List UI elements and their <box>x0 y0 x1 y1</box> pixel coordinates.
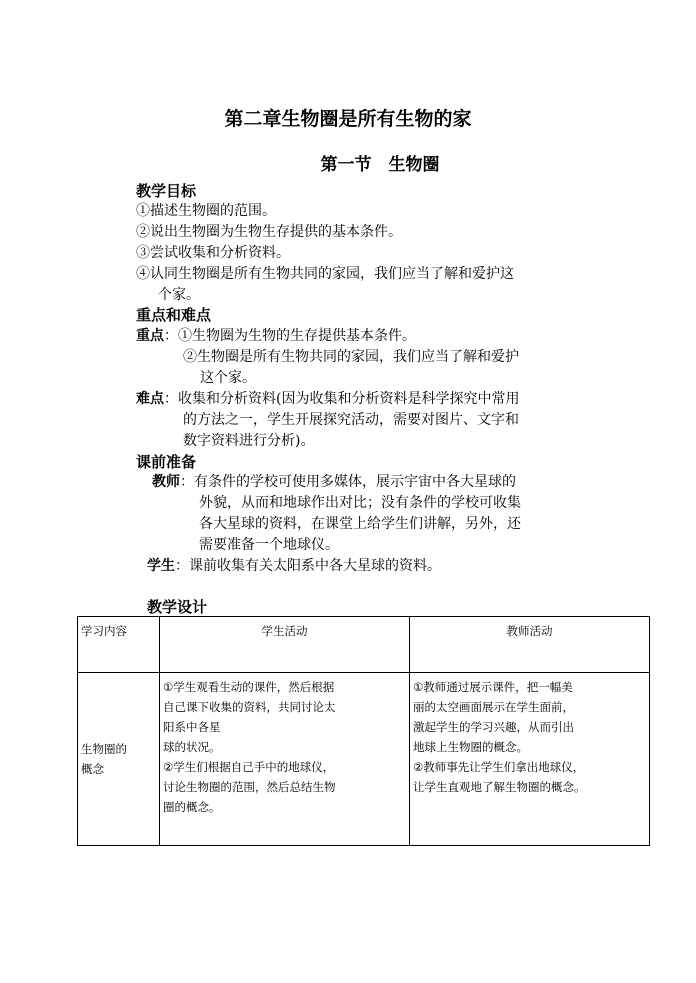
key-point-line-1: 重点：①生物圈为生物的生存提供基本条件。 <box>136 328 416 344</box>
table-row <box>78 673 650 846</box>
keypoints-heading: 重点和难点 <box>136 306 212 324</box>
goal-item-3: ③尝试收集和分析资料。 <box>136 245 290 261</box>
teacher-prep-line-4: 需要准备一个地球仪。 <box>199 537 339 553</box>
header-student-activity: 学生活动 <box>160 617 410 673</box>
prep-heading: 课前准备 <box>136 453 197 471</box>
key-point-line-2: ②生物圈是所有生物共同的家园，我们应当了解和爱护 <box>183 349 519 365</box>
design-heading: 教学设计 <box>147 598 208 616</box>
table-header-row <box>78 617 650 673</box>
difficulty-line-1: 难点：收集和分析资料(因为收集和分析资料是科学探究中常用 <box>136 391 520 407</box>
student-prep-line: 学生：课前收集有关太阳系中各大星球的资料。 <box>147 558 441 574</box>
goal-item-2: ②说出生物圈为生物生存提供的基本条件。 <box>136 224 402 240</box>
key-point-label: 重点 <box>136 328 164 344</box>
goals-heading: 教学目标 <box>136 182 197 200</box>
teacher-prep-line-2: 外貌，从而和地球作出对比；没有条件的学校可收集 <box>199 495 521 511</box>
teacher-prep-line-1: 教师：有条件的学校可使用多媒体，展示宇宙中各大星球的 <box>152 474 516 490</box>
student-label: 学生 <box>147 558 175 574</box>
goal-item-4-cont: 个家。 <box>158 287 200 303</box>
row-topic: 生物圈的 概念 <box>78 673 160 846</box>
section-title: 第一节 生物圈 <box>320 155 440 175</box>
teaching-design-table <box>77 616 650 846</box>
header-teacher-activity: 教师活动 <box>410 617 650 673</box>
document-title: 第二章生物圈是所有生物的家 <box>224 108 472 130</box>
goal-item-4: ④认同生物圈是所有生物共同的家园，我们应当了解和爱护这 <box>136 266 514 282</box>
key-point-line-3: 这个家。 <box>200 370 256 386</box>
goal-item-1: ①描述生物圈的范围。 <box>136 203 276 219</box>
teacher-label: 教师 <box>152 474 180 490</box>
difficulty-line-2: 的方法之一，学生开展探究活动，需要对图片、文字和 <box>183 412 519 428</box>
difficulty-label: 难点 <box>136 391 164 407</box>
student-activity-cell: ①学生观看生动的课件，然后根据 自己课下收集的资料，共同讨论太 阳系中各星 球的状况。 ②学生们根据自己手中的地球仪， 讨论生物圈的范围，然后总结生物 圈的概念。 <box>160 673 410 846</box>
header-content: 学习内容 <box>78 617 160 673</box>
teacher-prep-line-3: 各大星球的资料，在课堂上给学生们讲解，另外，还 <box>199 516 521 532</box>
teacher-activity-cell: ①教师通过展示课件，把一幅美 丽的太空画面展示在学生面前， 激起学生的学习兴趣，从而引出 地球上生物圈的概念。 ②教师事先让学生们拿出地球仪， 让学生直观地了解生物圈的概念。 <box>410 673 650 846</box>
difficulty-line-3: 数字资料进行分析)。 <box>183 433 315 449</box>
